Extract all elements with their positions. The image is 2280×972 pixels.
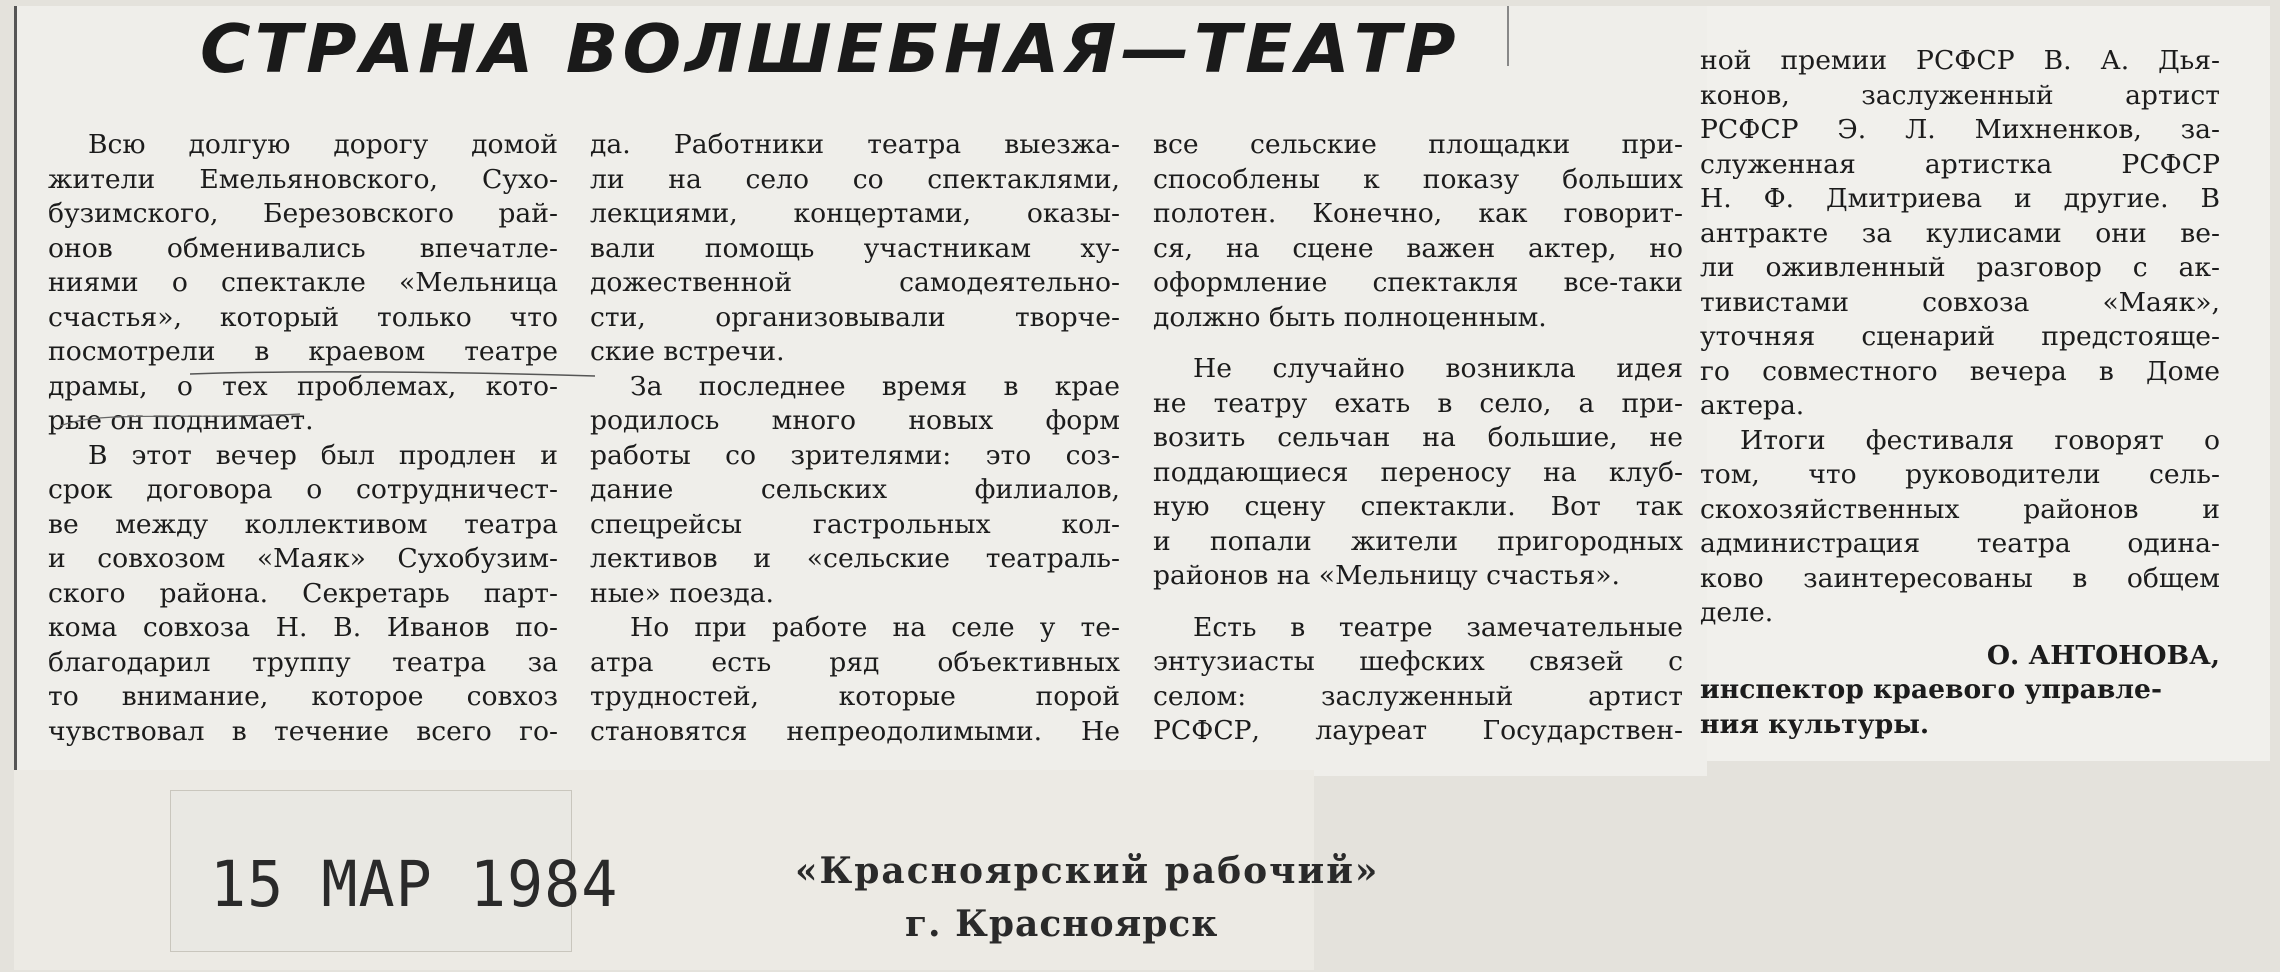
article-line: районов на «Мельницу счастья». <box>1153 560 1620 591</box>
article-line: жители Емельяновского, Сухо- <box>48 163 558 195</box>
article-line: способлены к показу больших <box>1153 163 1683 195</box>
article-line: ково заинтересованы в общем <box>1700 562 2220 594</box>
article-line: бузимского, Березовского рай- <box>48 198 558 229</box>
article-line: полотен. Конечно, как говорит- <box>1153 198 1683 229</box>
article-column-3 <box>1153 128 1683 749</box>
article-line: атра есть ряд объективных <box>590 646 1120 678</box>
newspaper-city-stamp: г. Красноярск <box>905 903 1219 945</box>
article-line: Но при работе на селе у те- <box>630 612 1120 643</box>
article-line: администрация театра одина- <box>1700 528 2220 559</box>
article-line: актера. <box>1700 390 1805 421</box>
article-headline: СТРАНА ВОЛШЕБНАЯ—ТЕАТР <box>200 10 1460 88</box>
article-line: ную сцену спектакли. Вот так <box>1153 491 1683 522</box>
author-position-line-2: ния культуры. <box>1700 708 1930 740</box>
article-line: служенная артистка РСФСР <box>1700 148 2220 180</box>
article-line: Есть в театре замечательные <box>1193 611 1683 643</box>
article-line: должно быть полноценным. <box>1153 301 1547 333</box>
article-line: ского района. Секретарь парт- <box>48 577 558 609</box>
article-line: энтузиасты шефских связей с <box>1153 646 1683 677</box>
article-line: рые он поднимает. <box>48 405 314 436</box>
article-line: и совхозом «Маяк» Сухобузим- <box>48 543 558 574</box>
article-line: РСФСР Э. Л. Михненков, за- <box>1700 114 2220 145</box>
article-line: родилось много новых форм <box>590 405 1120 436</box>
article-line: Всю долгую дорогу домой <box>88 129 558 160</box>
article-line: ные» поезда. <box>590 577 775 609</box>
article-line: спецрейсы гастрольных кол- <box>590 508 1120 540</box>
article-line: срок договора о сотрудничест- <box>48 474 558 505</box>
article-line: поддающиеся переносу на клуб- <box>1153 456 1683 488</box>
article-line: ниями о спектакле «Мельница <box>48 267 558 298</box>
article-line: скохозяйственных районов и <box>1700 493 2220 525</box>
article-line: лекциями, концертами, оказы- <box>590 198 1120 229</box>
article-line: За последнее время в крае <box>630 370 1120 402</box>
article-line: Не случайно возникла идея <box>1193 353 1683 384</box>
article-line: ли оживленный разговор с ак- <box>1700 252 2220 283</box>
article-line: не театру ехать в село, а при- <box>1153 387 1683 419</box>
article-line: кома совхоза Н. В. Иванов по- <box>48 612 558 643</box>
article-line: оформление спектакля все-таки <box>1153 267 1683 298</box>
article-column-1 <box>48 128 558 749</box>
article-line: работы со зрителями: это соз- <box>590 439 1120 471</box>
article-line: возить сельчан на большие, не <box>1153 422 1683 453</box>
article-line: посмотрели в краевом театре <box>48 336 558 367</box>
column-rule <box>1507 6 1509 66</box>
article-line: дожественной самодеятельно- <box>590 267 1120 298</box>
article-line: да. Работники театра выезжа- <box>590 129 1120 160</box>
article-line: лективов и «сельские театраль- <box>590 543 1120 574</box>
article-line: все сельские площадки при- <box>1153 129 1683 160</box>
article-line: том, что руководители сель- <box>1700 459 2220 490</box>
article-line: то внимание, которое совхоз <box>48 681 558 712</box>
article-line: благодарил труппу театра за <box>48 646 558 678</box>
article-line: и попали жители пригородных <box>1153 525 1683 557</box>
article-line: деле. <box>1700 597 1774 628</box>
author-position-line-1: инспектор краевого управле- <box>1700 674 2163 705</box>
date-stamp: 15 МАР 1984 <box>210 848 619 922</box>
article-line: тивистами совхоза «Маяк», <box>1700 286 2220 318</box>
article-line: РСФСР, лауреат Государствен- <box>1153 715 1683 746</box>
article-line: ся, на сцене важен актер, но <box>1153 232 1683 264</box>
article-line: дание сельских филиалов, <box>590 474 1120 505</box>
newspaper-source-stamp: «Красноярский рабочий» <box>795 850 1380 892</box>
article-line: ли на село со спектаклями, <box>590 163 1120 195</box>
article-column-4 <box>1700 44 2220 742</box>
author-signature: О. АНТОНОВА, <box>1986 639 2220 671</box>
article-line: счастья», который только что <box>48 301 558 333</box>
article-line: антракте за кулисами они ве- <box>1700 217 2220 249</box>
article-line: уточняя сценарий предстояще- <box>1700 321 2220 352</box>
pencil-underline-mark <box>40 370 600 430</box>
article-line: ские встречи. <box>590 336 785 367</box>
article-line: трудностей, которые порой <box>590 681 1120 712</box>
article-line: В этот вечер был продлен и <box>88 439 558 471</box>
article-line: чувствовал в течение всего го- <box>48 715 558 747</box>
article-line: становятся непреодолимыми. Не <box>590 715 1120 747</box>
article-line: сти, организовывали творче- <box>590 301 1120 333</box>
article-line: ной премии РСФСР В. А. Дья- <box>1700 45 2220 76</box>
article-line: селом: заслуженный артист <box>1153 680 1683 712</box>
article-column-2 <box>590 128 1120 749</box>
author-position <box>1700 673 2220 742</box>
article-line: онов обменивались впечатле- <box>48 232 558 264</box>
article-line: конов, заслуженный артист <box>1700 79 2220 111</box>
article-line: вали помощь участникам ху- <box>590 232 1120 264</box>
article-line: драмы, о тех проблемах, кото- <box>48 370 558 402</box>
article-line: Итоги фестиваля говорят о <box>1740 424 2220 456</box>
article-line: Н. Ф. Дмитриева и другие. В <box>1700 183 2220 214</box>
column-4-text <box>1700 44 2220 631</box>
article-line: го совместного вечера в Доме <box>1700 355 2220 387</box>
article-line: ве между коллективом театра <box>48 508 558 540</box>
